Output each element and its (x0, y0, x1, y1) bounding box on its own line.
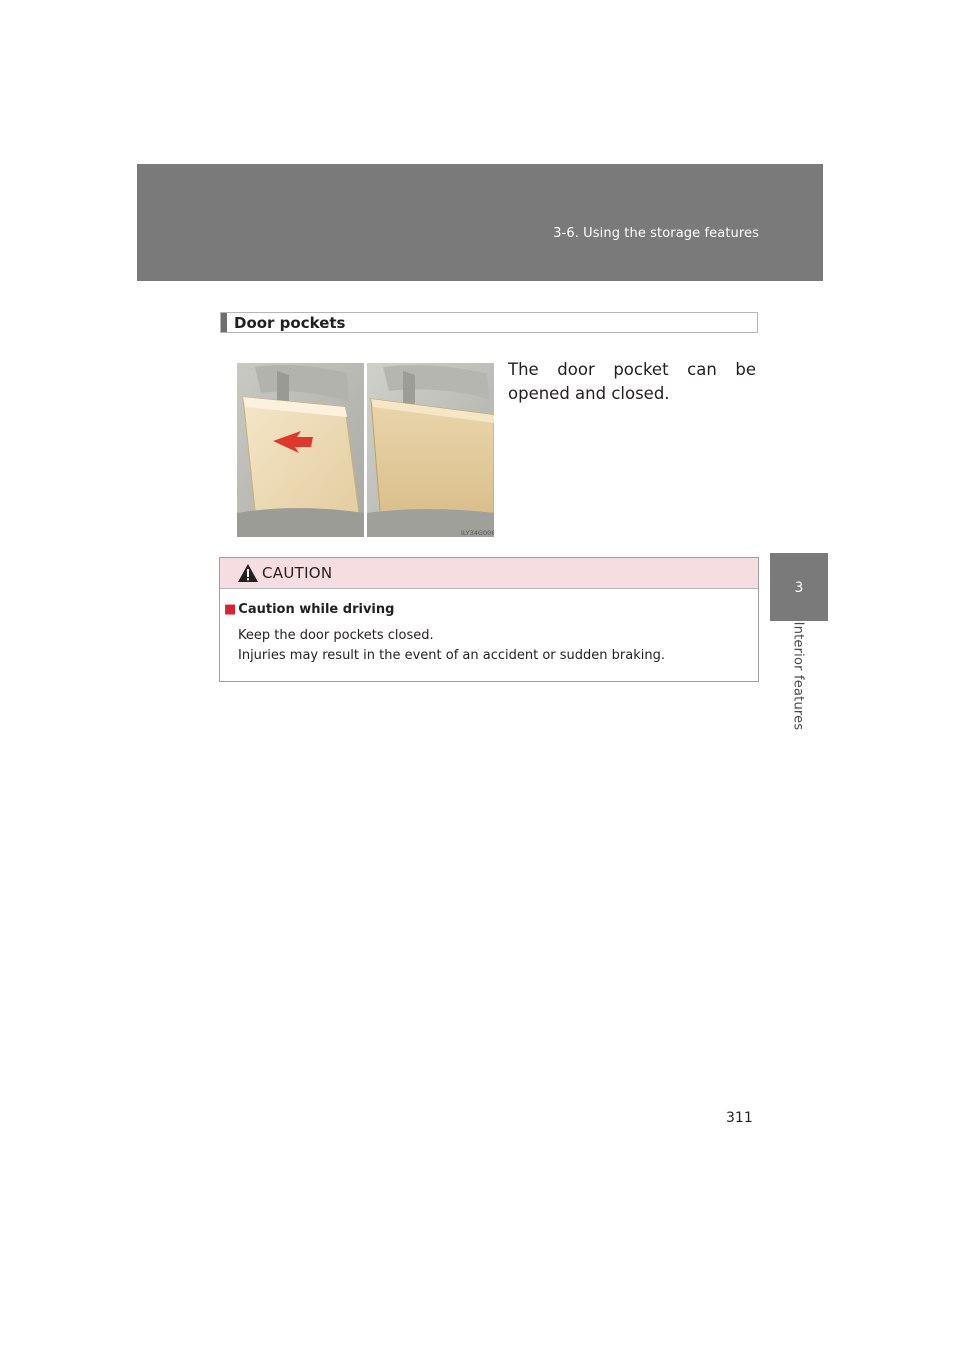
section-title: Door pockets (234, 314, 346, 332)
caution-header (220, 558, 758, 589)
chapter-number: 3 (794, 580, 804, 596)
chapter-label: Interior features (790, 621, 806, 731)
warning-icon (237, 563, 259, 583)
caution-line: Injuries may result in the event of an accident or sudden braking. (238, 648, 665, 663)
bullet-square-icon: ■ (224, 602, 237, 617)
caution-line: Keep the door pockets closed. (238, 628, 434, 643)
caution-subheading-text: Caution while driving (238, 602, 395, 617)
page-number: 311 (726, 1110, 753, 1126)
header-section-title: 3-6. Using the storage features (553, 226, 759, 241)
caution-subheading (224, 602, 394, 617)
pocket-closed-view (367, 363, 494, 537)
pocket-open-view (237, 363, 364, 537)
caution-title: CAUTION (262, 564, 333, 582)
illustration-code: ILY34G006 (461, 529, 494, 537)
header-band (137, 164, 823, 281)
body-text: The door pocket can be opened and closed. (508, 360, 756, 403)
chapter-tab (770, 553, 828, 621)
section-heading (220, 312, 758, 333)
caution-box (219, 557, 759, 682)
section-heading-bar (221, 313, 227, 332)
door-pocket-illustration (237, 363, 494, 537)
